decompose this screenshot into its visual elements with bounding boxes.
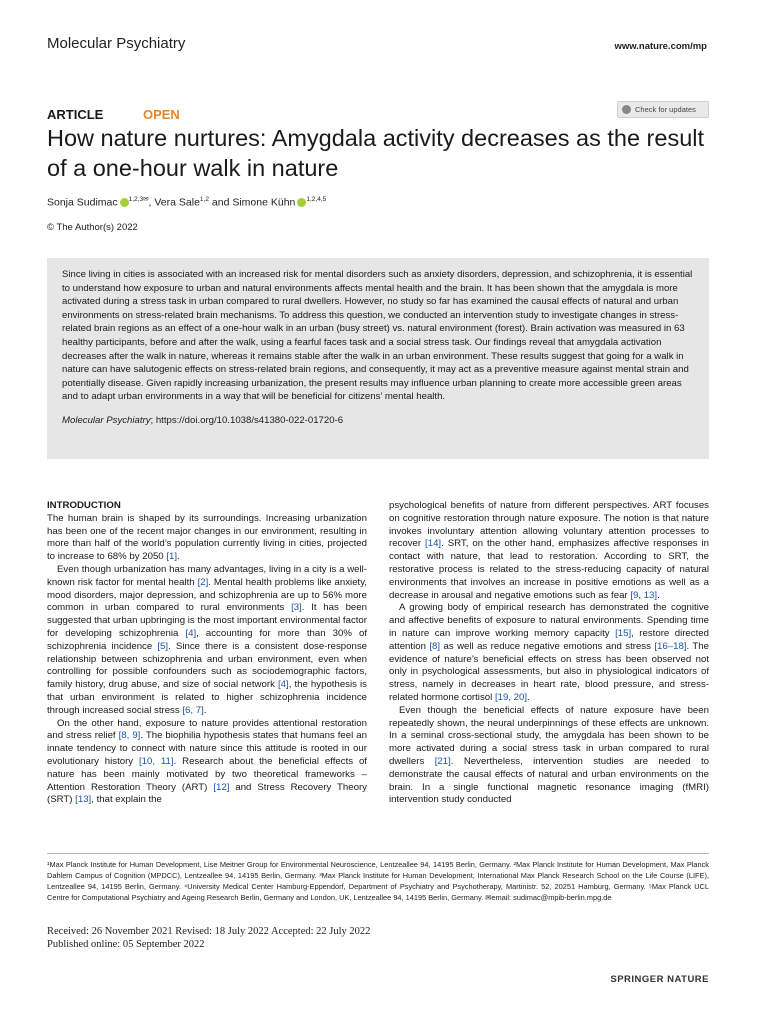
received-dates: Received: 26 November 2021 Revised: 18 July 2022 Accepted: 22 July 2022: [47, 926, 371, 937]
author-list: [47, 195, 326, 209]
body-text: .: [527, 691, 530, 703]
article-type-row: [47, 107, 180, 122]
author-separator: and: [208, 196, 233, 209]
author-affiliation: 1,2,3✉: [128, 196, 149, 203]
abstract-box: [47, 258, 709, 459]
body-text: , that explain the: [91, 794, 162, 806]
body-text: Even though urbanization has many advantages, living in a city is a well-known risk factor for mental health: [47, 563, 367, 588]
reference-link[interactable]: [12]: [213, 781, 230, 793]
body-text: . It has been suggested that urban upbringing is the most important environmental factor for developing schizophrenia: [47, 602, 367, 639]
reference-link[interactable]: [19, 20]: [494, 691, 528, 703]
citation-line: [62, 414, 695, 428]
body-text: The human brain is shaped by its surroundings. Increasing urbanization has been one of the recent major changes in our environment, resulting in more than half of the world’s population currently living in cities, projected to increase to 68% by 2050: [47, 512, 367, 563]
reference-link[interactable]: [5]: [157, 640, 169, 652]
reference-link[interactable]: [1]: [166, 551, 178, 563]
body-text: .: [657, 589, 660, 601]
body-text: . The biophilia hypothesis states that humans feel an innate tendency to connect with nature since this attitude is rooted in our evolutionary history: [47, 730, 367, 767]
author-name[interactable]: Vera Sale: [154, 196, 200, 209]
article-type-label: ARTICLE: [47, 107, 104, 122]
reference-link[interactable]: [9, 13]: [630, 589, 658, 601]
affiliations-footnote: ¹Max Planck Institute for Human Development, Lise Meitner Group for Environmental Neuroscience, Lentzeallee 94, 14195 Berlin, Germany. ²Max Planck Institute for Human Development, Max Planck Dahlem Campus of Cognition (MPDCC), Lentzeallee 94, 14195 Berlin, Germany. ³Max Planck Institute for Human Development, International Max Planck Research School on the Life Course (LIFE), Lentzeallee 94, 14195 Berlin, Germany. ⁴University Medical Center Hamburg-Eppendorf, Department of Psychiatry and Psychotherapy, Martinistr. 52, 20251 Hamburg, Germany. ⁵Max Planck UCL Centre for Computational Psychiatry and Ageing Research Berlin, Germany and London, UK, Lentzeallee 94, 14195 Berlin, Germany. ✉email: sudimac@mpib-berlin.mpg.de: [47, 860, 709, 902]
footnote-divider: [47, 853, 709, 854]
publisher-logo: SPRINGER NATURE: [610, 974, 709, 985]
check-for-updates-label: Check for updates: [635, 105, 696, 114]
author-affiliation: 1,2,4,5: [306, 196, 327, 203]
body-text: Even though the beneficial effects of nature exposure have been repeatedly shown, the neural underpinnings of these effects are unknown. In a seminal cross-sectional study, the amygdala has been shown to be more activated during a social stress task in urban compared to rural dwellers: [389, 704, 709, 767]
reference-link[interactable]: [4]: [185, 627, 197, 639]
body-text: . Research about the beneficial effects of nature has been mainly motivated by two theoretical frameworks – Attention Restoration Theory (ART): [47, 755, 367, 793]
copyright-notice: © The Author(s) 2022: [47, 222, 138, 233]
left-column: [47, 500, 367, 807]
orcid-icon[interactable]: [120, 198, 129, 207]
reference-link[interactable]: [16–18]: [654, 640, 687, 652]
body-text: psychological benefits of nature from different perspectives. ART focuses on cognitive restoration through nature exposure. The notion is that nature invokes involuntary attention allowing voluntary attention processes to recover: [389, 500, 709, 550]
author-name[interactable]: Simone Kühn: [232, 196, 296, 209]
body-text: . The evidence of nature’s beneficial effects on stress has been observed not only in psychological assessments, but also in physiological indicators of stress, namely in decreases in heart rate, blood pressure, and stress-related hormone cortisol: [389, 640, 709, 703]
citation-doi[interactable]: ; https://doi.org/10.1038/s41380-022-01720-6: [150, 414, 344, 426]
journal-name: Molecular Psychiatry: [47, 35, 186, 52]
body-text: .: [177, 551, 180, 563]
paragraph: [47, 564, 367, 718]
citation-journal: Molecular Psychiatry: [62, 414, 151, 426]
body-text: . Nevertheless, intervention studies are needed to demonstrate the causal effects of natural and urban environments on the brain. In a single functional magnetic resonance imaging (fMRI) intervention study conducted: [389, 755, 709, 806]
reference-link[interactable]: [10, 11]: [138, 755, 174, 767]
author-name[interactable]: Sonja Sudimac: [47, 196, 118, 209]
body-text: . SRT, on the other hand, emphasizes affective responses in contact with nature, that lead to restoration. According to SRT, the restorative process is related to the stress-reducing capacity of natural environments that involves an increase in positive emotions as well as a decrease in arousal and negative emotions such as fear: [389, 538, 709, 601]
paragraph: [389, 500, 709, 602]
body-text: On the other hand, exposure to nature provides attentional restoration and stress relief: [47, 717, 367, 742]
abstract-text: Since living in cities is associated with an increased risk for mental disorders such as anxiety disorders, depression, and schizophrenia, it is essential to understand how exposure to urban and natural environments affects mental health and the brain. It has been shown that the amygdala is more activated during a stress task in urban compared to rural dwellers. However, no study so far has examined the causal effects of natural and urban environments on stress-related brain mechanisms. To address this question, we conducted an intervention study to investigate changes in stress-related brain regions as an effect of a one-hour walk in an urban (busy street) vs. natural environment (forest). Brain activation was measured in 63 healthy participants, before and after the walk, using a fearful faces task and a social stress task. Our findings reveal that amygdala activation decreases after the walk in nature, whereas it remains stable after the walk in an urban environment. These results suggest that going for a walk in nature can have salutogenic effects on stress-related brain regions, and consequently, it may act as a preventive measure against mental strain and potentially disease. Given rapidly increasing urbanization, the present results may influence urban planning to create more accessible green areas and to adapt urban environments in a way that will be beneficial for citizens’ mental health.: [62, 269, 693, 403]
right-column: [389, 500, 709, 807]
paragraph: [47, 513, 367, 564]
reference-link[interactable]: [4]: [277, 679, 289, 691]
publication-dates: [47, 925, 370, 951]
body-text: and Stress Recovery Theory (SRT): [47, 781, 367, 806]
paragraph: [47, 718, 367, 808]
body-text: as well as reduce negative emotions and stress: [440, 640, 655, 652]
body-text: .: [203, 704, 207, 716]
reference-link[interactable]: [6, 7]: [182, 704, 204, 716]
author-affiliation: 1,2: [199, 196, 209, 203]
body-text: . Mental health problems like anxiety, mood disorders, major depression, and schizophrenia are up to 56% more common in urban compared to rural environments: [47, 576, 367, 614]
paragraph: [389, 602, 709, 704]
reference-link[interactable]: [2]: [197, 576, 209, 588]
body-text: , restore directed attention: [389, 627, 709, 652]
paragraph: [389, 705, 709, 807]
reference-link[interactable]: [15]: [615, 627, 632, 639]
journal-url[interactable]: www.nature.com/mp: [614, 41, 707, 52]
open-access-label: OPEN: [142, 107, 180, 122]
reference-link[interactable]: [13]: [75, 794, 92, 806]
update-icon: [622, 105, 631, 114]
author-separator: ,: [148, 196, 155, 209]
body-text: , accounting for more than 30% of schizophrenia incidence: [47, 627, 367, 652]
check-for-updates-button[interactable]: [617, 101, 709, 118]
section-heading: INTRODUCTION: [47, 500, 121, 511]
body-text: . Since there is a consistent dose-response relationship between schizophrenia and urban environment, even when controlling for possible confounders such as sociodemographic factors, family history, drug abuse, and size of social network: [47, 640, 368, 691]
reference-link[interactable]: [21]: [434, 755, 451, 767]
body-text: , the hypothesis is that urban environment is related to higher schizophrenia incidence through increased social stress: [47, 679, 367, 716]
article-title: How nature nurtures: Amygdala activity decreases as the result of a one-hour walk in nature: [47, 125, 705, 181]
reference-link[interactable]: [3]: [291, 602, 302, 614]
reference-link[interactable]: [14]: [425, 538, 442, 550]
published-date: Published online: 05 September 2022: [47, 939, 205, 950]
body-text: A growing body of empirical research has demonstrated the cognitive and affective benefits of exposure to natural environments. Spending time in nature can improve working memory capacity: [389, 602, 709, 639]
reference-link[interactable]: [8]: [429, 640, 441, 652]
reference-link[interactable]: [8, 9]: [118, 730, 141, 742]
